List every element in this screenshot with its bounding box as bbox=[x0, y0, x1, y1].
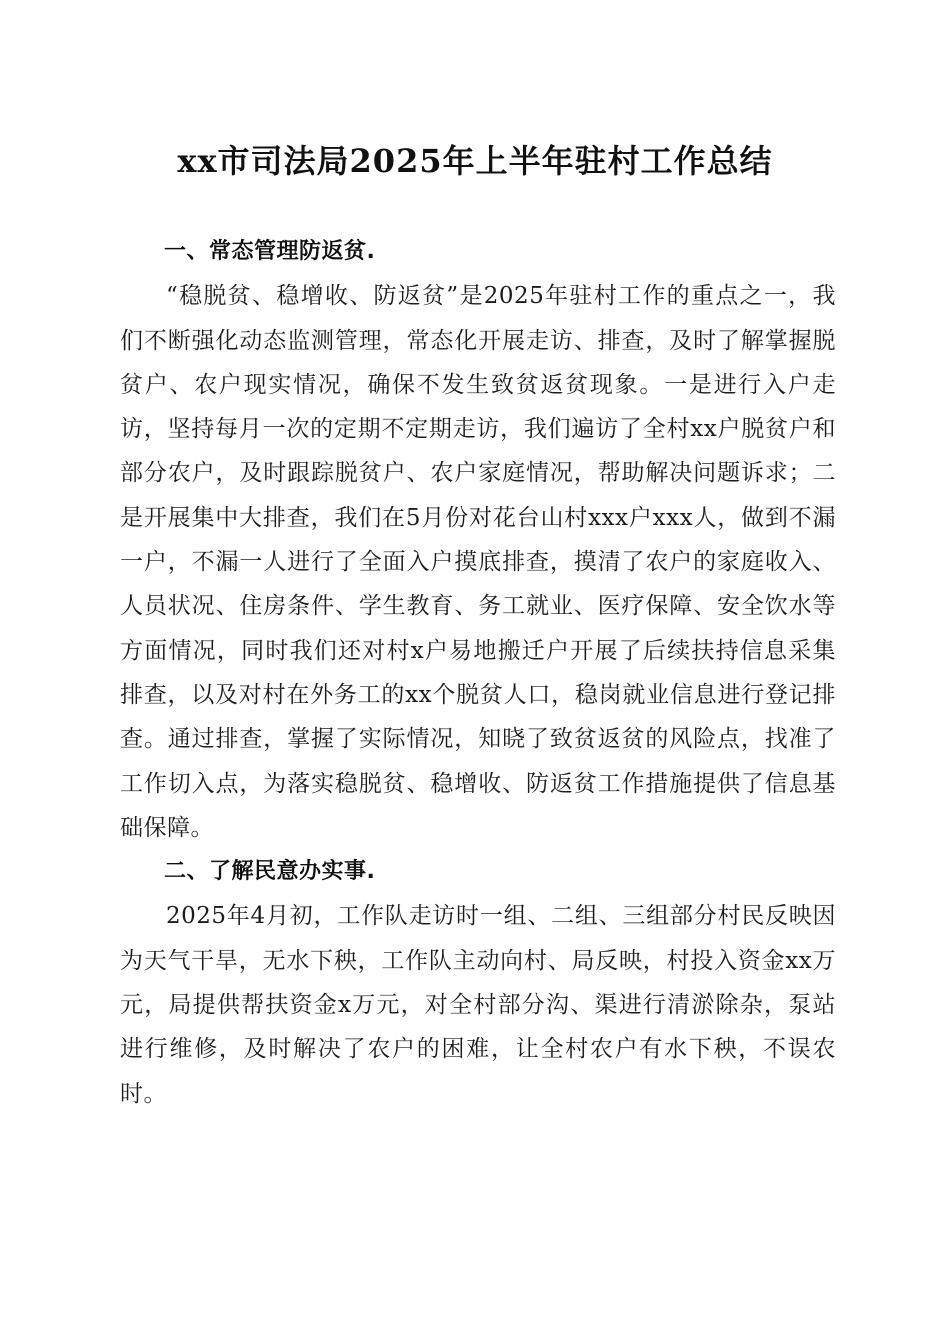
document-title: xx市司法局2025年上半年驻村工作总结 bbox=[177, 142, 773, 180]
section-paragraph-1: “稳脱贫、稳增收、防返贫”是2025年驻村工作的重点之一，我们不断强化动态监测管理，常态化开展走访、排查，及时了解掌握脱贫户、农户现实情况，确保不发生致贫返贫现象。一是进行入户走访，坚持每月一次的定期不定期走访，我们遍访了全村xx户脱贫户和部分农户，及时跟踪脱贫户、农户家庭情况，帮助解决问题诉求；二是开展集中大排查，我们在5月份对花台山村xxx户xxx人，做到不漏一户，不漏一人进行了全面入户摸底排查，摸清了农户的家庭收入、人员状况、住房条件、学生教育、务工就业、医疗保障、安全饮水等方面情况，同时我们还对村x户易地搬迁户开展了后续扶持信息采集排查，以及对村在外务工的xx个脱贫人口，稳岗就业信息进行登记排查。通过排查，掌握了实际情况，知晓了致贫返贫的风险点，找准了工作切入点，为落实稳脱贫、稳增收、防返贫工作措施提供了信息基础保障。 bbox=[120, 283, 836, 841]
section-paragraph-2: 2025年4月初，工作队走访时一组、二组、三组部分村民反映因为天气干旱，无水下秧，工作队主动向村、局反映，村投入资金xx万元，局提供帮扶资金x万元，对全村部分沟、渠进行清淤除杂，泵站进行维修，及时解决了农户的困难，让全村农户有水下秧，不误农时。 bbox=[120, 903, 836, 1107]
section-heading-1: 一、常态管理防返贫. bbox=[164, 239, 376, 264]
document-body bbox=[120, 230, 836, 1116]
section-heading-2: 二、了解民意办实事. bbox=[164, 859, 376, 885]
